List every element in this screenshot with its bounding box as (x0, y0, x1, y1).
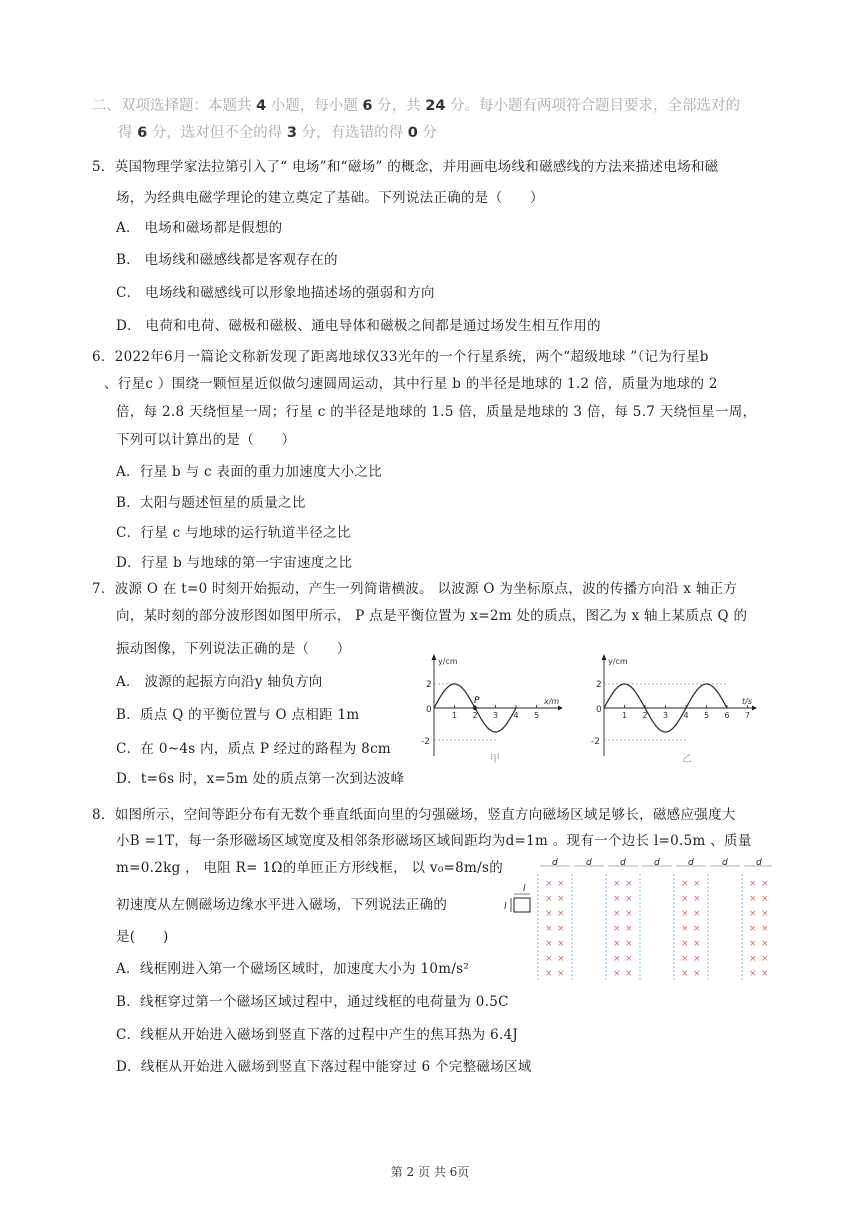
field-cross-mark: × (749, 909, 757, 919)
field-cross-mark: × (545, 954, 553, 964)
yi-ylabel: y/cm (608, 657, 628, 666)
q5-stem-line2: 场，为经典电磁学理论的建立奠定了基础。下列说法正确的是（ ） (116, 190, 544, 206)
vibration-graph-yi (582, 652, 758, 764)
field-cross-mark: × (625, 954, 633, 964)
q6-option-a: A．行星 b 与 c 表面的重力加速度大小之比 (116, 464, 383, 480)
field-cross-mark: × (693, 894, 701, 904)
width-d-label: d (756, 858, 762, 868)
q8-stem-line2: 小B =1T，每一条形磁场区域宽度及相邻条形磁场区域间距均为d=1m 。现有一个边长 l=0.5m 、质量 (116, 833, 752, 849)
yi-ytick-2: 2 (596, 680, 602, 690)
field-cross-mark: × (625, 939, 633, 949)
field-cross-mark: × (681, 879, 689, 889)
field-cross-mark: × (749, 969, 757, 979)
field-cross-mark: × (681, 954, 689, 964)
width-d-label: d (586, 858, 592, 868)
field-cross-mark: × (625, 894, 633, 904)
field-cross-mark: × (545, 924, 553, 934)
field-cross-mark: × (749, 939, 757, 949)
field-cross-mark: × (761, 879, 769, 889)
x-tick-label: 6 (724, 711, 730, 720)
q7-stem-line2: 向，某时刻的部分波形图如图甲所示， P 点是平衡位置为 x=2m 处的质点，图乙为 x 轴上某质点 Q 的 (116, 608, 748, 624)
yi-ytick-0: 0 (596, 705, 602, 715)
field-cross-mark: × (761, 894, 769, 904)
field-cross-mark: × (749, 879, 757, 889)
field-cross-mark: × (761, 909, 769, 919)
field-cross-mark: × (625, 909, 633, 919)
yi-x-ticks (622, 705, 750, 720)
q8-stem-line5: 是( ) (116, 929, 169, 945)
width-d-label: d (654, 858, 660, 868)
x-tick-label: 1 (622, 711, 628, 720)
jia-ylabel: y/cm (438, 657, 458, 666)
field-cross-mark: × (557, 924, 565, 934)
field-cross-mark: × (613, 939, 621, 949)
width-d-label: d (722, 858, 728, 868)
yi-caption: 乙 (682, 754, 692, 764)
width-d-label: d (688, 858, 694, 868)
q7-stem-line3: 振动图像，下列说法正确的是（ ） (116, 641, 351, 657)
q7-option-d: D．t=6s 时，x=5m 处的质点第一次到达波峰 (116, 771, 405, 787)
x-tick-label: 5 (534, 711, 540, 720)
q7-stem-line1: 7．波源 O 在 t=0 时刻开始振动，产生一列简谐横波。 以波源 O 为坐标原点，波的传播方向沿 x 轴正方 (92, 581, 738, 597)
q5-option-b: B． 电场线和磁感线都是客观存在的 (116, 252, 338, 268)
field-cross-mark: × (557, 954, 565, 964)
jia-point-label: P (474, 696, 480, 706)
wave-graph-jia (412, 652, 564, 764)
field-cross-mark: × (761, 939, 769, 949)
field-cross-mark: × (625, 969, 633, 979)
q8-stem-line4: 初速度从左侧磁场边缘水平进入磁场，下列说法正确的 (116, 897, 448, 913)
field-cross-mark: × (545, 879, 553, 889)
q8-option-b: B．线框穿过第一个磁场区域过程中，通过线框的电荷量为 0.5C (116, 994, 509, 1010)
field-cross-mark: × (681, 894, 689, 904)
field-cross-mark: × (761, 969, 769, 979)
q6-stem-line2: 、行星c ）围绕一颗恒星近似做匀速圆周运动，其中行星 b 的半径是地球的 1.2 倍，质量为地球的 2 (104, 376, 718, 392)
jia-ytick-0: 0 (426, 705, 432, 715)
field-cross-mark: × (545, 969, 553, 979)
field-cross-mark: × (693, 954, 701, 964)
x-tick-label: 4 (513, 711, 519, 720)
field-cross-mark: × (557, 879, 565, 889)
x-tick-label: 3 (663, 711, 669, 720)
q6-stem-line4: 下列可以计算出的是（ ） (116, 432, 296, 448)
field-cross-mark: × (761, 924, 769, 934)
q7-option-c: C．在 0~4s 内，质点 P 经过的路程为 8cm (116, 741, 392, 757)
field-cross-mark: × (613, 909, 621, 919)
x-tick-label: 4 (683, 711, 689, 720)
x-tick-label: 1 (452, 711, 458, 720)
jia-caption: 甲 (490, 754, 500, 764)
q8-stem-line1: 8．如图所示，空间等距分布有无数个垂直纸面向里的匀强磁场，竖直方向磁场区域足够长，磁感应强度大 (92, 807, 736, 823)
coil-side-label-top: l (523, 884, 526, 894)
section-heading-line2: 得 6 分，选对但不全的得 3 分，有选错的得 0 分 (118, 125, 437, 141)
q6-stem-line3: 倍，每 2.8 天绕恒星一周；行星 c 的半径是地球的 1.5 倍，质量是地球的 3 倍，每 5.7 天绕恒星一周， (116, 404, 757, 420)
jia-x-ticks (452, 705, 539, 720)
field-cross-mark: × (613, 894, 621, 904)
field-cross-mark: × (681, 939, 689, 949)
q5-option-c: C． 电场线和磁感线可以形象地描述场的强弱和方向 (116, 285, 435, 301)
field-cross-mark: × (749, 924, 757, 934)
q6-option-b: B．太阳与题述恒星的质量之比 (116, 495, 306, 511)
jia-ytick-2: 2 (426, 680, 432, 690)
field-cross-mark: × (557, 969, 565, 979)
q7-option-a: A． 波源的起振方向沿y 轴负方向 (116, 674, 323, 690)
q5-option-d: D． 电荷和电荷、磁极和磁极、通电导体和磁极之间都是通过场发生相互作用的 (116, 318, 601, 334)
field-cross-mark: × (693, 879, 701, 889)
jia-xlabel: x/m (544, 697, 560, 706)
field-cross-mark: × (693, 939, 701, 949)
field-cross-mark: × (613, 924, 621, 934)
field-cross-mark: × (545, 939, 553, 949)
field-cross-mark: × (681, 969, 689, 979)
field-cross-mark: × (693, 909, 701, 919)
x-tick-label: 2 (472, 711, 478, 720)
field-cross-mark: × (613, 954, 621, 964)
x-tick-label: 2 (642, 711, 648, 720)
coil-side-label-left: l (504, 902, 507, 912)
field-cross-mark: × (749, 954, 757, 964)
field-cross-mark: × (613, 969, 621, 979)
q6-option-c: C．行星 c 与地球的运行轨道半径之比 (116, 525, 351, 541)
yi-xlabel: t/s (742, 697, 752, 706)
q6-stem-line1: 6．2022年6月一篇论文称新发现了距离地球仅33光年的一个行星系统，两个“超级地球 ”（记为行星b (92, 349, 709, 365)
field-cross-mark: × (545, 909, 553, 919)
field-cross-mark: × (625, 879, 633, 889)
width-d-label: d (620, 858, 626, 868)
q8-option-d: D．线框从开始进入磁场到竖直下落过程中能穿过 6 个完整磁场区域 (116, 1059, 532, 1075)
field-regions (538, 858, 772, 980)
section-heading-line1: 二、双项选择题：本题共 4 小题，每小题 6 分，共 24 分。每小题有两项符合题目要求，全部选对的 (92, 98, 741, 114)
page-footer: 第 2 页 共 6页 (390, 1165, 470, 1179)
field-cross-mark: × (761, 954, 769, 964)
width-d-label: d (552, 858, 558, 868)
q6-option-d: D．行星 b 与地球的第一宇宙速度之比 (116, 555, 353, 571)
jia-ytick-neg2: -2 (421, 737, 430, 747)
field-cross-mark: × (613, 879, 621, 889)
q8-option-c: C．线框从开始进入磁场到竖直下落的过程中产生的焦耳热为 6.4J (116, 1027, 519, 1043)
field-cross-mark: × (681, 924, 689, 934)
q5-option-a: A． 电场和磁场都是假想的 (116, 220, 283, 236)
field-cross-mark: × (749, 894, 757, 904)
coil-square (511, 894, 530, 912)
field-cross-mark: × (557, 939, 565, 949)
field-cross-mark: × (557, 909, 565, 919)
field-cross-mark: × (545, 894, 553, 904)
q8-stem-line3: m=0.2kg ， 电阻 R= 1Ω的单匝正方形线框， 以 v₀=8m/s的 (116, 860, 504, 876)
q5-stem-line1: 5．英国物理学家法拉第引入了“ 电场”和“磁场” 的概念，并用画电场线和磁感线的方法来描述电场和磁 (92, 159, 719, 175)
field-cross-mark: × (625, 924, 633, 934)
field-cross-mark: × (693, 924, 701, 934)
field-cross-mark: × (693, 969, 701, 979)
field-cross-mark: × (557, 894, 565, 904)
q8-option-a: A．线框刚进入第一个磁场区域时，加速度大小为 10m/s² (116, 961, 470, 977)
field-cross-mark: × (681, 909, 689, 919)
q7-option-b: B．质点 Q 的平衡位置与 O 点相距 1m (116, 707, 360, 723)
x-tick-label: 3 (493, 711, 499, 720)
x-tick-label: 5 (704, 711, 710, 720)
yi-ytick-neg2: -2 (591, 737, 600, 747)
magnetic-field-figure (500, 858, 772, 982)
x-tick-label: 7 (745, 711, 751, 720)
